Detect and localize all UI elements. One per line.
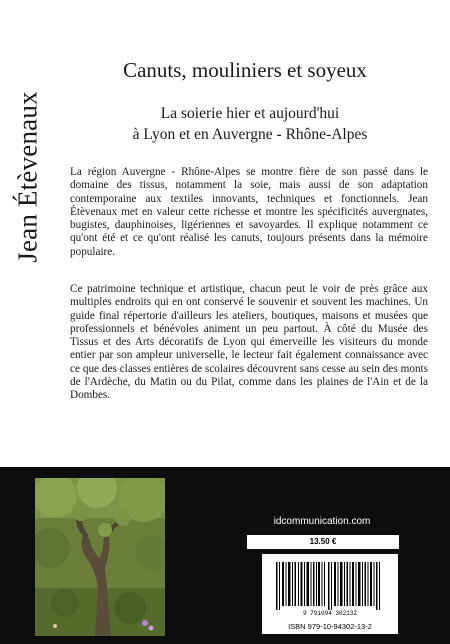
barcode-number: 9 791094 302132 [302,610,358,617]
book-subtitle [70,103,430,145]
subtitle-line-1: La soierie hier et aujourd'hui [160,105,340,122]
publisher-website: idcommunication.com [273,516,371,527]
author-name-text: Jean Étèvenaux [12,91,43,263]
blurb-paragraph-2: Ce patrimoine technique et artistique, chacun peut le voir de près grâce aux multiples endroits qui en ont conservé le souvenir et souvent les machines. Un guide final répertorie d'ailleurs les ateliers, boutiques, maisons et musées que professionnels et bénévoles animent un peu partout. À côté du Musée des Tissus et des Arts décoratifs de Lyon qui émerveille les visiteurs du monde entier par son ampleur universelle, le lecteur fait également connaissance avec ce que des classes entières de scolaires découvrent sans cesse au sein des monts de l'Ardèche, du Matin ou du Pilat, comme dans les plaines de l'Ain et de la Dombes. [70,283,428,402]
barcode-panel [262,554,398,634]
blurb-paragraph-1: La région Auvergne - Rhône-Alpes se montre fière de son passé dans le domaine des tissus, notamment la soie, mais aussi de son adaptation contemporaine aux textiles innovants, techniques et fonctionnels. Jean Étèvenaux met en valeur cette richesse et montre les spécificités auvergnates, bugistes, dauphinoises, ligériennes et savoyardes. Il explique notamment ce qu'ont été et ce qu'ont réalisé les canuts, toujours présents dans la mémoire populaire. [70,166,428,258]
book-title: Canuts, mouliniers et soyeux [123,58,367,82]
subtitle-line-2: à Lyon et en Auvergne - Rhône-Alpes [132,126,368,143]
barcode-graphic [262,554,398,620]
price-label: 13.50 € [247,535,399,549]
isbn-label: ISBN 979-10-94302-13-2 [288,622,372,631]
tree-photo [35,478,165,636]
author-name-vertical [8,52,48,302]
footer-band [0,467,450,644]
